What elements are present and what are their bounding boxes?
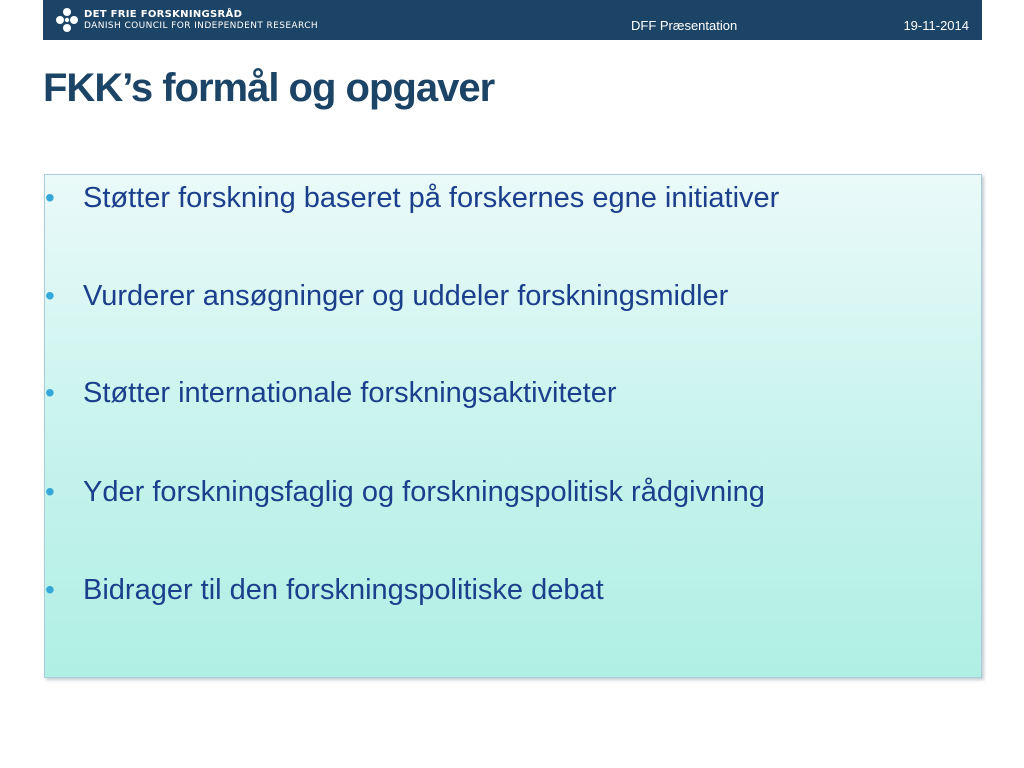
bullet-item	[45, 570, 945, 610]
dff-logo-mark-icon	[55, 6, 79, 34]
bullet-dot-icon: •	[45, 182, 55, 213]
slide-title: FKK’s formål og opgaver	[43, 66, 495, 110]
bullet-text: Bidrager til den forskningspolitiske debat	[83, 574, 604, 606]
logo-name-danish: DET FRIE FORSKNINGSRÅD	[84, 9, 243, 20]
bullet-dot-icon: •	[45, 280, 55, 311]
presentation-date: 19-11-2014	[903, 18, 969, 33]
bullet-item	[45, 373, 945, 413]
content-box	[44, 174, 982, 678]
bullet-item	[45, 472, 945, 512]
bullet-text: Støtter forskning baseret på forskernes egne initiativer	[83, 182, 780, 214]
presentation-name: DFF Præsentation	[631, 18, 738, 33]
bullet-dot-icon: •	[45, 377, 55, 408]
bullet-item	[45, 276, 945, 316]
bullet-dot-icon: •	[45, 574, 55, 605]
bullet-dot-icon: •	[45, 476, 55, 507]
bullet-text: Yder forskningsfaglig og forskningspolitisk rådgivning	[83, 476, 765, 508]
dff-logo	[55, 6, 355, 34]
bullet-item	[45, 178, 945, 218]
logo-name-english: DANISH COUNCIL FOR INDEPENDENT RESEARCH	[84, 21, 319, 31]
bullet-text: Vurderer ansøgninger og uddeler forskningsmidler	[83, 280, 729, 312]
bullet-text: Støtter internationale forskningsaktiviteter	[83, 377, 617, 409]
header-bar	[43, 0, 982, 40]
